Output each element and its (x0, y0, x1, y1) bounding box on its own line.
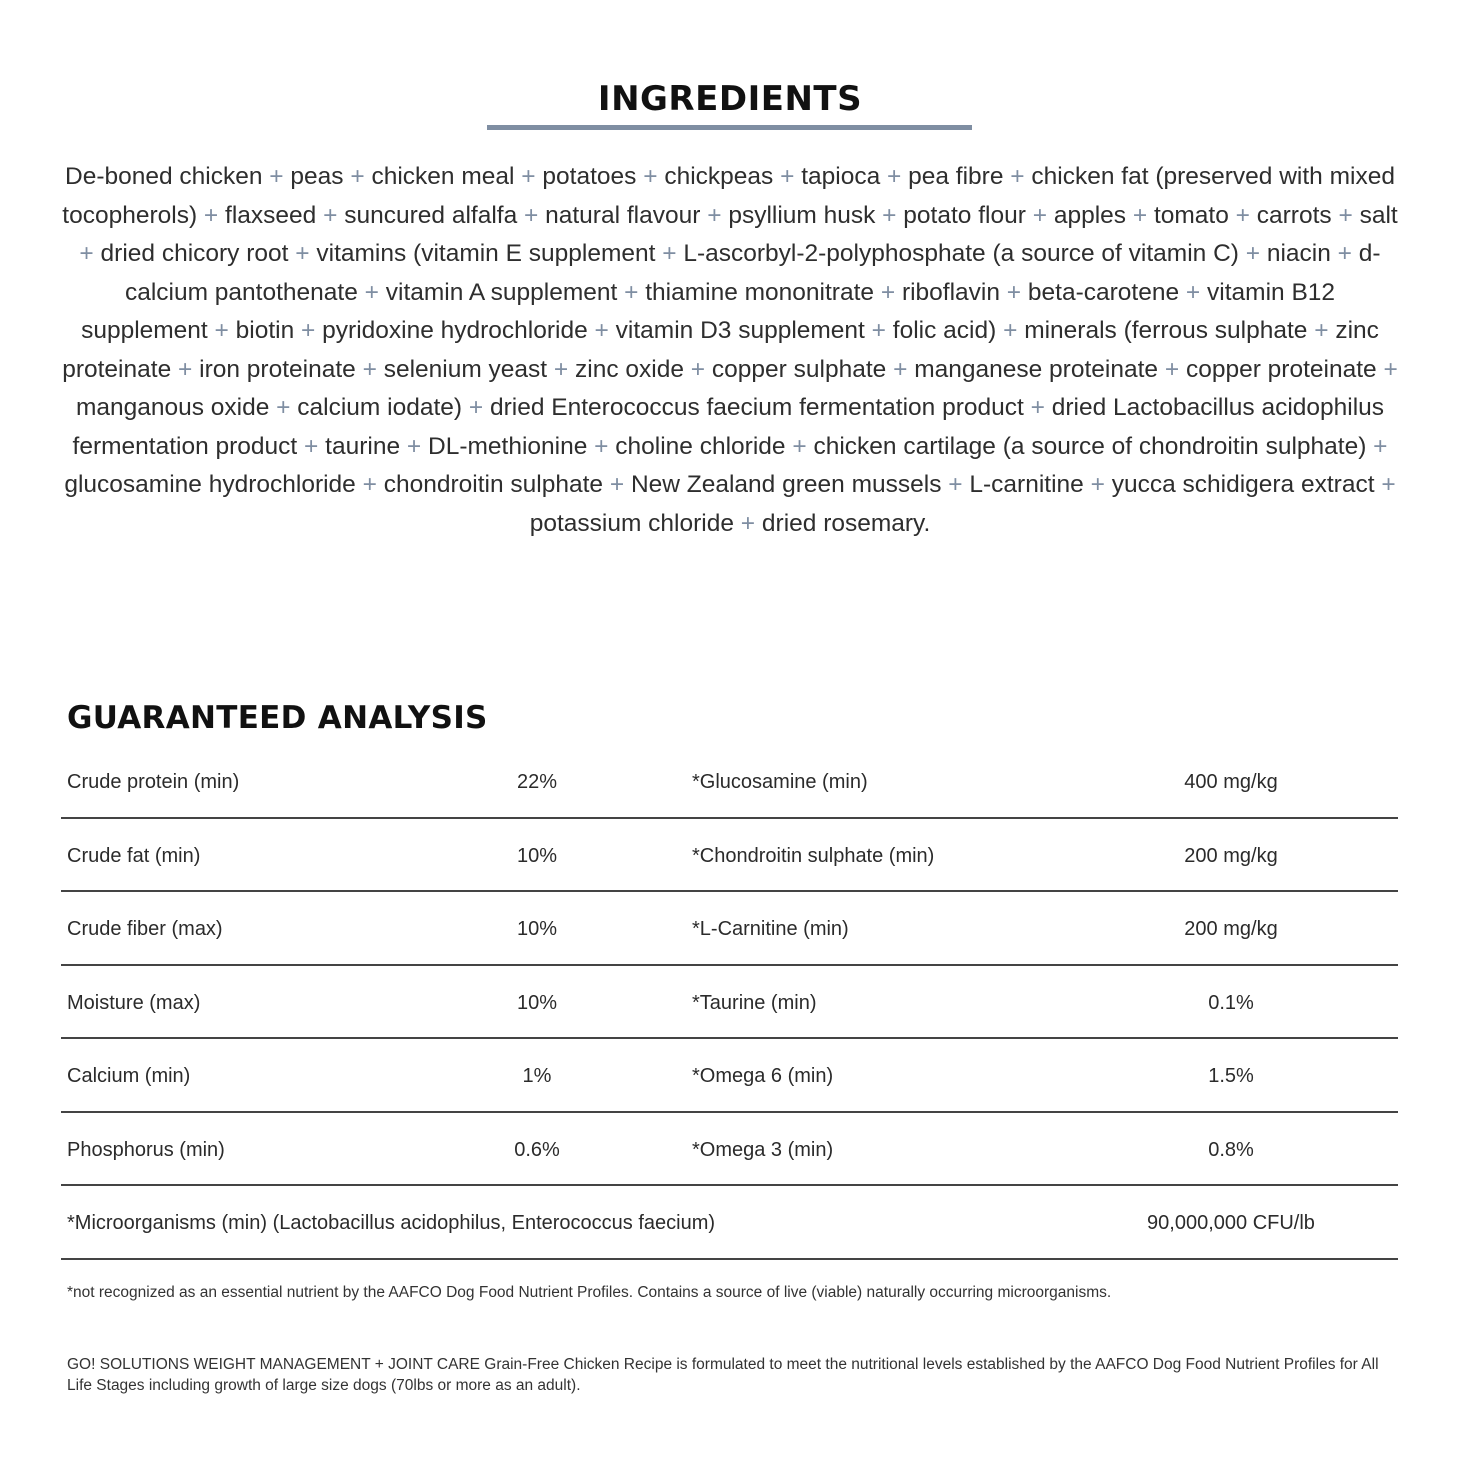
ingredient-item: beta-carotene (1027, 278, 1180, 306)
ingredient-item: flaxseed (225, 201, 317, 229)
plus-separator-icon: + (262, 163, 291, 190)
title-divider (487, 125, 972, 130)
ingredient-item: vitamins (vitamin E supplement (316, 240, 656, 267)
plus-separator-icon: + (288, 240, 317, 267)
analysis-table (61, 745, 1398, 1260)
nutrient-name: *Glucosamine (min) (692, 771, 868, 793)
plus-separator-icon: + (864, 317, 893, 344)
ingredient-item: taurine (325, 432, 401, 460)
nutrient-name: Crude fat (min) (67, 844, 201, 867)
plus-separator-icon: + (517, 201, 546, 229)
nutrient-name: Calcium (min) (67, 1065, 191, 1087)
ingredient-item: yucca schidigera extract (1111, 471, 1375, 498)
nutrient-value: 200 mg/kg (1184, 844, 1278, 867)
plus-separator-icon: + (1330, 240, 1359, 267)
plus-separator-icon: + (171, 355, 200, 383)
ingredient-item: potato flour (903, 201, 1026, 229)
ingredient-item: pea fibre (908, 163, 1004, 190)
ingredient-item: peas (290, 163, 344, 190)
plus-separator-icon: + (700, 201, 729, 229)
ingredient-item: L-carnitine (969, 471, 1084, 498)
plus-separator-icon: + (886, 355, 915, 383)
ingredient-item: psyllium husk (728, 201, 876, 229)
plus-separator-icon: + (1158, 355, 1186, 383)
nutrient-value: 10% (516, 844, 558, 867)
ingredient-item: selenium yeast (383, 355, 548, 383)
nutrient-name: *Omega 6 (min) (692, 1065, 834, 1087)
plus-separator-icon: + (462, 394, 490, 421)
nutrient-value: 0.6% (514, 1138, 560, 1161)
nutrient-name: Phosphorus (min) (67, 1138, 225, 1161)
ingredient-item: New Zealand green mussels (630, 471, 942, 498)
plus-separator-icon: + (207, 317, 236, 344)
plus-separator-icon: + (587, 317, 616, 344)
nutrient-name: *L-Carnitine (min) (692, 918, 849, 940)
plus-separator-icon: + (1238, 240, 1267, 267)
ingredient-item: dried rosemary. (761, 509, 931, 537)
nutrient-value: 10% (516, 991, 558, 1014)
ingredient-item: folic acid) (892, 317, 997, 344)
plus-separator-icon: + (355, 471, 384, 498)
plus-separator-icon: + (294, 317, 323, 344)
ingredient-item: copper proteinate (1185, 355, 1377, 383)
nutrient-name: Crude protein (min) (67, 771, 240, 793)
ingredient-item: apples (1053, 201, 1127, 229)
ingredient-item: potatoes (542, 163, 637, 190)
plus-separator-icon: + (1126, 201, 1154, 229)
table-row (61, 1113, 1398, 1187)
ingredient-item: manganous oxide (75, 394, 270, 421)
plus-separator-icon: + (655, 240, 684, 267)
plus-separator-icon: + (197, 201, 226, 229)
plus-separator-icon: + (1083, 471, 1112, 498)
table-row (61, 892, 1398, 966)
ingredient-item: carrots (1256, 201, 1332, 229)
plus-separator-icon: + (683, 355, 712, 383)
plus-separator-icon: + (547, 355, 576, 383)
ingredient-item: chicken meal (371, 163, 515, 190)
ingredient-item: L-ascorbyl-2-polyphosphate (a source of vitamin C) (683, 240, 1239, 267)
ingredient-item: salt (1359, 201, 1398, 229)
ingredient-item: minerals (ferrous sulphate (1024, 317, 1308, 344)
plus-separator-icon: + (297, 432, 326, 460)
plus-separator-icon: + (1023, 394, 1052, 421)
nutrient-value: 90,000,000 CFU/lb (1147, 1212, 1315, 1234)
plus-separator-icon: + (400, 432, 428, 460)
nutrient-value: 0.8% (1208, 1138, 1254, 1161)
ingredient-item: glucosamine hydrochloride (64, 471, 356, 498)
ingredient-item: calcium iodate) (297, 394, 463, 421)
plus-separator-icon: + (617, 278, 646, 306)
nutrient-name: *Microorganisms (min) (Lactobacillus acidophilus, Enterococcus faecium) (67, 1212, 716, 1234)
nutrient-value: 1.5% (1208, 1065, 1254, 1087)
ingredient-item: zinc oxide (575, 355, 684, 383)
ingredient-item: copper sulphate (711, 355, 887, 383)
plus-separator-icon: + (941, 471, 970, 498)
nutrient-value: 1% (522, 1065, 552, 1087)
plus-separator-icon: + (1374, 471, 1396, 498)
plus-separator-icon: + (880, 163, 909, 190)
ingredient-item: dried Enterococcus faecium fermentation product (489, 394, 1024, 421)
ingredient-item: niacin (1266, 240, 1331, 267)
ingredient-item: iron proteinate (199, 355, 356, 383)
plus-separator-icon: + (1331, 201, 1360, 229)
ingredient-item: riboflavin (901, 278, 1000, 306)
ingredient-item: tapioca (801, 163, 881, 190)
ingredients-list (60, 158, 1400, 543)
nutrient-value: 0.1% (1208, 991, 1254, 1014)
nutrient-name: *Chondroitin sulphate (min) (692, 844, 935, 867)
ingredient-item: chondroitin sulphate (383, 471, 604, 498)
ingredient-item: d-calcium pantothenate (124, 240, 1381, 306)
plus-separator-icon: + (1376, 355, 1398, 383)
guaranteed-analysis-title: GUARANTEED ANALYSIS (67, 699, 488, 736)
nutrient-value: 22% (516, 771, 558, 793)
ingredient-item: DL-methionine (428, 432, 588, 460)
plus-separator-icon: + (785, 432, 814, 460)
ingredient-item: zinc proteinate (62, 317, 1379, 383)
nutrient-value: 400 mg/kg (1184, 771, 1278, 793)
ingredient-item: chickpeas (664, 163, 774, 190)
plus-separator-icon: + (773, 163, 802, 190)
table-row (61, 745, 1398, 819)
nutrient-value: 200 mg/kg (1184, 918, 1278, 940)
plus-separator-icon: + (1228, 201, 1257, 229)
ingredient-item: thiamine mononitrate (645, 278, 875, 306)
ingredient-item: potassium chloride (529, 509, 734, 537)
ingredients-title: INGREDIENTS (597, 78, 863, 119)
plus-separator-icon: + (79, 240, 101, 267)
ingredient-item: chicken cartilage (a source of chondroitin sulphate) (813, 432, 1367, 460)
plus-separator-icon: + (357, 278, 386, 306)
plus-separator-icon: + (1179, 278, 1208, 306)
aafco-statement: GO! SOLUTIONS WEIGHT MANAGEMENT + JOINT CARE Grain-Free Chicken Recipe is formulated to meet the nutritional levels established by the AAFCO Dog Food Nutrient Profiles for All Life Stages including growth of large size dogs (70lbs or more as an adult). (67, 1356, 1379, 1394)
ingredient-item: suncured alfalfa (344, 201, 518, 229)
nutrient-name: *Taurine (min) (692, 991, 817, 1014)
nutrient-name: Crude fiber (max) (67, 918, 223, 940)
ingredient-item: choline chloride (615, 432, 786, 460)
table-row (61, 819, 1398, 893)
plus-separator-icon: + (874, 278, 902, 306)
ingredient-item: vitamin B12 supplement (81, 278, 1336, 344)
ingredient-item: natural flavour (545, 201, 701, 229)
ingredient-item: dried Lactobacillus acidophilus fermentation product (72, 394, 1385, 460)
plus-separator-icon: + (316, 201, 345, 229)
plus-separator-icon: + (875, 201, 904, 229)
ingredient-item: dried chicory root (100, 240, 289, 267)
ingredient-item: vitamin D3 supplement (615, 317, 865, 344)
table-row (61, 1039, 1398, 1113)
plus-separator-icon: + (996, 317, 1025, 344)
table-row (61, 966, 1398, 1040)
ingredient-item: biotin (235, 317, 295, 344)
plus-separator-icon: + (733, 509, 762, 537)
plus-separator-icon: + (1025, 201, 1054, 229)
table-row-microorganisms (61, 1186, 1398, 1260)
plus-separator-icon: + (269, 394, 298, 421)
plus-separator-icon: + (636, 163, 665, 190)
plus-separator-icon: + (587, 432, 616, 460)
plus-separator-icon: + (514, 163, 543, 190)
nutrient-value: 10% (516, 918, 558, 940)
footnote: *not recognized as an essential nutrient by the AAFCO Dog Food Nutrient Profiles. Contains a source of live (viable) naturally occurring microorganisms. (67, 1284, 1112, 1301)
ingredient-item: pyridoxine hydrochloride (322, 317, 588, 344)
nutrient-name: Moisture (max) (67, 991, 201, 1014)
nutrient-name: *Omega 3 (min) (692, 1138, 834, 1161)
plus-separator-icon: + (1003, 163, 1032, 190)
ingredient-item: De-boned chicken (65, 163, 263, 190)
plus-separator-icon: + (355, 355, 384, 383)
ingredient-item: chicken fat (preserved with mixed tocopherols) (62, 163, 1395, 229)
plus-separator-icon: + (1000, 278, 1028, 306)
ingredient-item: vitamin A supplement (385, 278, 618, 306)
plus-separator-icon: + (1366, 432, 1388, 460)
plus-separator-icon: + (1307, 317, 1336, 344)
plus-separator-icon: + (603, 471, 631, 498)
ingredient-item: tomato (1153, 201, 1229, 229)
ingredient-item: manganese proteinate (914, 355, 1159, 383)
plus-separator-icon: + (343, 163, 372, 190)
